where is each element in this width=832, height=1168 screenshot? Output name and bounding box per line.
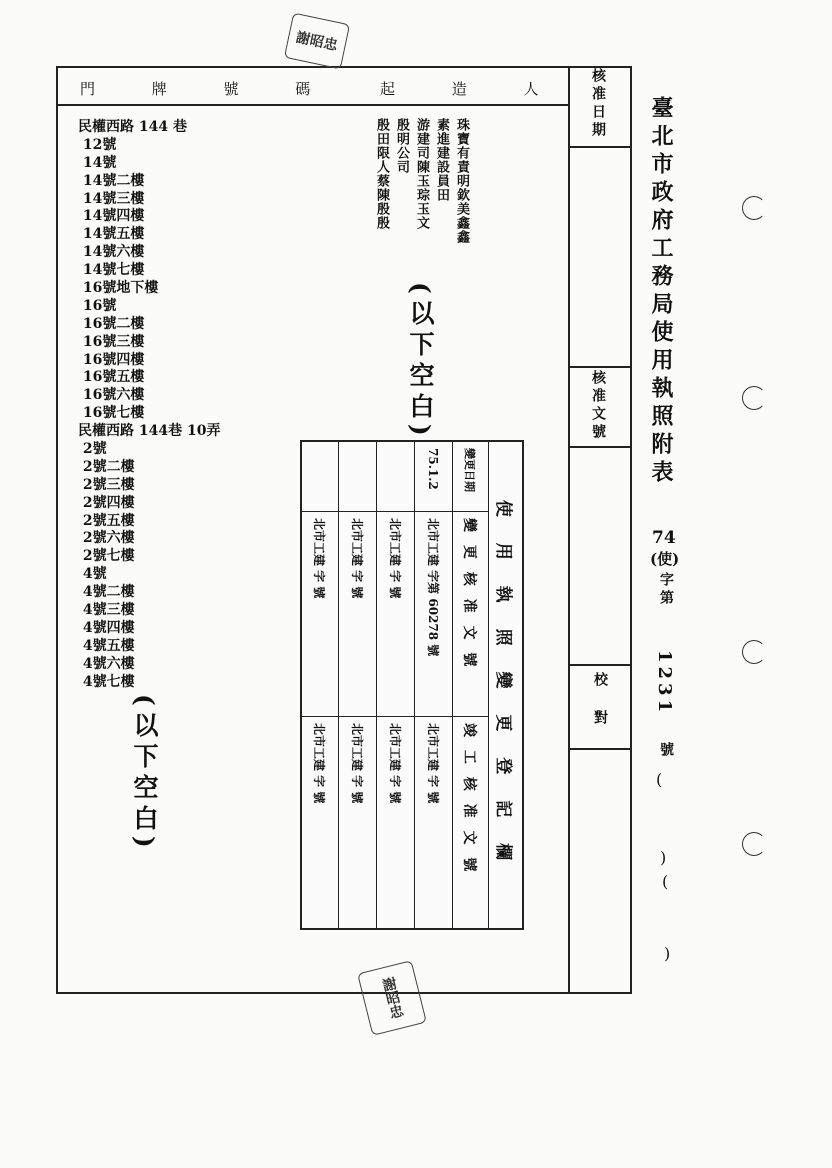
address-line: 2號二樓	[78, 458, 135, 475]
change-registration-table	[300, 440, 524, 930]
check-label: 校對	[592, 672, 608, 748]
col-change-doc: 變 更 核 准 文 號	[453, 512, 488, 717]
house-number-heading: 門 牌 號 碼	[80, 80, 337, 98]
page-title: 臺北市政府工務局使用執照附表	[648, 96, 674, 488]
address-line: 16號地下樓	[78, 280, 159, 297]
seal-stamp: 謝昭忠	[284, 12, 350, 69]
address-line: 16號五樓	[78, 369, 145, 386]
side-check-top	[568, 664, 632, 666]
address-line: 民權西路 144 巷	[78, 119, 187, 135]
seal-stamp: 謝昭忠	[357, 960, 427, 1036]
doc-number: 1231	[654, 650, 675, 717]
address-line: 16號三樓	[78, 333, 145, 350]
blank-note-addresses: (以下空白)	[130, 694, 159, 854]
cell-change-doc: 北市工建 字 號	[301, 512, 338, 717]
table-row	[300, 442, 338, 928]
approval-doc-label: 核准文號	[590, 370, 606, 442]
cell-completion-doc: 北市工建 字 號	[426, 723, 440, 804]
punch-hole-mark	[742, 640, 766, 664]
cell-change-doc: 北市工建 字 號	[339, 512, 376, 717]
address-line: 4號五樓	[78, 637, 135, 654]
table-title-row	[488, 442, 522, 928]
cell-change-date	[301, 442, 338, 512]
address-line: 12號	[78, 136, 117, 153]
cell-change-date: 75.1.2	[415, 442, 452, 512]
cell-change-doc: 北市工建 字 號	[377, 512, 414, 717]
address-line: 16號六樓	[78, 387, 145, 404]
address-line: 16號	[78, 297, 117, 314]
col-completion-doc: 竣 工 核 准 文 號	[461, 723, 478, 876]
address-line: 16號四樓	[78, 351, 145, 368]
cell-completion-doc: 北市工建 字 號	[312, 723, 326, 804]
address-line: 14號七樓	[78, 262, 145, 279]
address-line: 2號	[78, 441, 107, 458]
applicant-column: 游建司陳玉琮玉文	[414, 118, 429, 230]
address-line: 14號三樓	[78, 190, 145, 207]
address-line: 2號六樓	[78, 530, 135, 547]
applicant-column: 素進建設員田	[434, 118, 449, 202]
cell-change-date	[339, 442, 376, 512]
doc-category: (使)	[650, 550, 680, 568]
address-line: 4號二樓	[78, 584, 135, 601]
doc-year: 74	[652, 528, 676, 548]
address-line: 14號	[78, 154, 117, 171]
doc-number-suffix: 號	[658, 742, 674, 760]
address-line: 2號四樓	[78, 494, 135, 511]
applicant-heading: 起 造 人	[380, 80, 565, 98]
address-line: 4號	[78, 566, 107, 583]
address-line: 16號七樓	[78, 405, 145, 422]
table-header-row	[452, 442, 488, 928]
punch-hole-mark	[742, 832, 766, 856]
side-inner-line	[630, 66, 632, 994]
table-row	[376, 442, 414, 928]
address-line: 4號三樓	[78, 602, 135, 619]
blank-note-applicants: (以下空白)	[406, 282, 435, 442]
side-column-divider	[568, 66, 570, 994]
address-line: 14號四樓	[78, 208, 145, 225]
address-line: 2號五樓	[78, 512, 135, 529]
address-line: 16號二樓	[78, 315, 145, 332]
punch-hole-mark	[742, 386, 766, 410]
paren-glyph: )	[664, 944, 671, 963]
punch-hole-mark	[742, 196, 766, 220]
table-row	[338, 442, 376, 928]
cell-change-doc: 北市工建 字第 60278 號	[415, 512, 452, 717]
table-title: 使 用 執 照 變 更 登 記 欄	[493, 499, 513, 871]
address-line: 14號六樓	[78, 244, 145, 261]
applicant-column: 殷明公司	[394, 118, 409, 174]
address-line: 14號五樓	[78, 226, 145, 243]
address-line: 民權西路 144巷 10弄	[78, 423, 221, 440]
approval-date-label: 核准日期	[590, 68, 606, 140]
applicant-column: 殷田限人蔡陳殷殷	[374, 118, 389, 230]
side-doc-divider	[568, 446, 632, 448]
table-row	[414, 442, 452, 928]
side-date-divider	[568, 146, 632, 148]
paren-glyph: )	[660, 848, 667, 867]
cell-completion-doc: 北市工建 字 號	[388, 723, 402, 804]
cell-completion-doc: 北市工建 字 號	[350, 723, 364, 804]
address-line: 2號七樓	[78, 548, 135, 565]
paren-glyph: (	[662, 872, 669, 891]
applicant-column: 珠寶有責明欽美鑫鑫	[454, 118, 469, 244]
address-line: 4號四樓	[78, 619, 135, 636]
address-line: 14號二樓	[78, 172, 145, 189]
col-change-date: 變更日期	[453, 442, 488, 512]
side-doc-top	[568, 366, 632, 368]
header-divider	[56, 104, 570, 106]
doc-word-prefix: 字第	[658, 572, 674, 608]
side-check-bottom	[568, 748, 632, 750]
cell-change-date	[377, 442, 414, 512]
address-line: 4號六樓	[78, 655, 135, 672]
address-list	[78, 119, 220, 692]
address-line: 4號七樓	[78, 673, 135, 690]
address-line: 2號三樓	[78, 476, 135, 493]
paren-glyph: (	[656, 770, 663, 789]
